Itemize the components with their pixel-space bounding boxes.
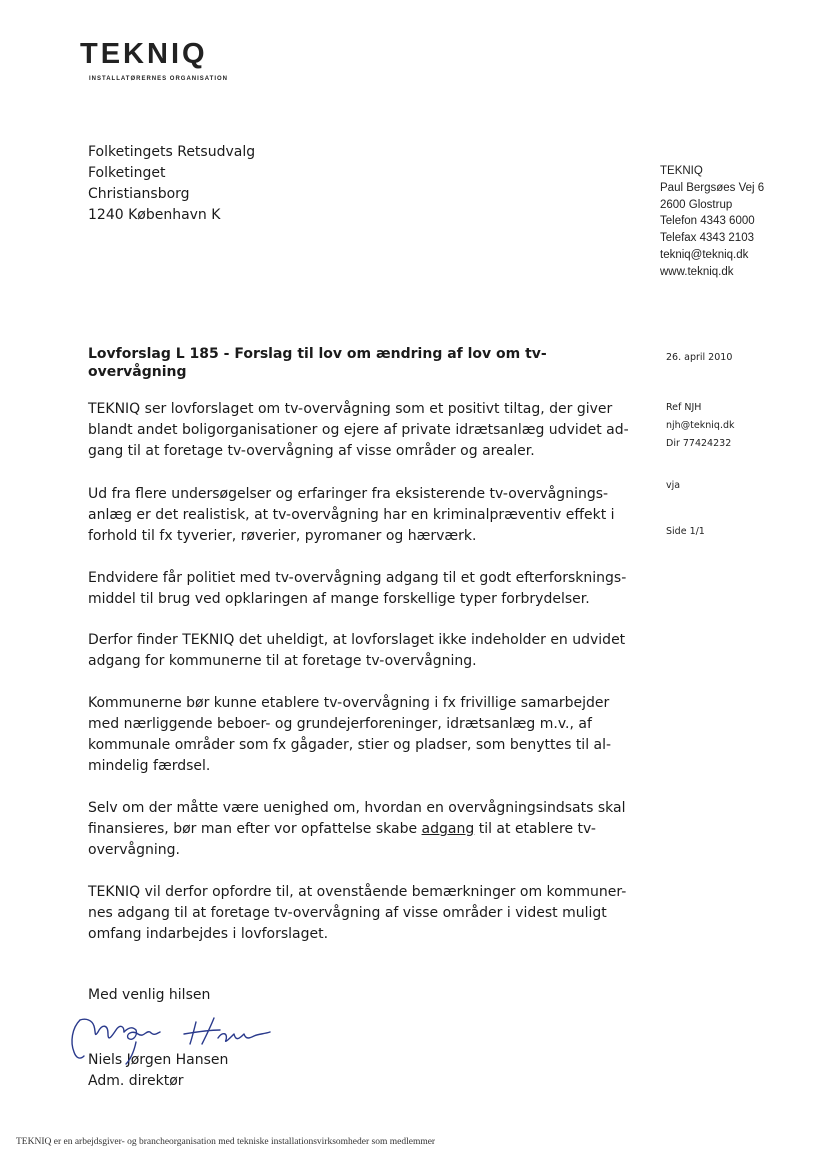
closing-salutation: Med venlig hilsen <box>88 987 211 1003</box>
body-line: mindelig færdsel. <box>88 758 211 774</box>
body-line: TEKNIQ ser lovforslaget om tv-overvågning som et positivt tiltag, der giver <box>88 401 613 417</box>
body-paragraph-5 <box>88 693 648 777</box>
sender-line: Telefon 4343 6000 <box>660 215 755 228</box>
body-paragraph-3 <box>88 568 648 610</box>
body-paragraph-7 <box>88 882 648 945</box>
recipient-address <box>88 142 255 226</box>
sender-line: TEKNIQ <box>660 165 703 177</box>
body-paragraph-2 <box>88 484 648 547</box>
body-line <box>88 819 648 840</box>
logo-tagline: INSTALLATØRERNES ORGANISATION <box>89 76 228 82</box>
page-number: Side 1/1 <box>666 526 705 537</box>
sender-line: Paul Bergsøes Vej 6 <box>660 181 765 194</box>
body-line: omfang indarbejdes i lovforslaget. <box>88 926 329 942</box>
sender-address <box>660 163 764 281</box>
recipient-line: Folketinget <box>88 165 166 181</box>
body-line: blandt andet boligorganisationer og ejere af private idrætsanlæg udvidet ad- <box>88 422 629 438</box>
recipient-line: Christiansborg <box>88 186 190 202</box>
underlined-word: adgang <box>421 821 475 837</box>
letter-subject: Lovforslag L 185 - Forslag til lov om ændring af lov om tv-overvågning <box>88 346 547 380</box>
body-line: Kommunerne bør kunne etablere tv-overvågning i fx frivillige samarbejder <box>88 695 610 711</box>
recipient-line: Folketingets Retsudvalg <box>88 144 256 160</box>
reference: Ref NJH <box>666 402 702 413</box>
body-line: kommunale områder som fx gågader, stier og pladser, som benyttes til al- <box>88 737 612 753</box>
body-line: TEKNIQ vil derfor opfordre til, at ovenstående bemærkninger om kommuner- <box>88 884 627 900</box>
reference-direct-phone: Dir 77424232 <box>666 438 732 449</box>
body-text: til at etablere tv- <box>474 821 596 837</box>
body-line: nes adgang til at foretage tv-overvågning af visse områder i videst muligt <box>88 905 607 921</box>
sender-website: www.tekniq.dk <box>660 265 734 278</box>
body-line: Ud fra flere undersøgelser og erfaringer fra eksisterende tv-overvågnings- <box>88 486 609 502</box>
body-paragraph-1 <box>88 399 648 462</box>
reference-email: njh@tekniq.dk <box>666 420 735 431</box>
body-line: anlæg er det realistisk, at tv-overvågning har en kriminalpræventiv effekt i <box>88 507 615 523</box>
body-line: Endvidere får politiet med tv-overvågning adgang til et godt efterforsknings- <box>88 570 627 586</box>
body-paragraph-4 <box>88 630 648 672</box>
logo-title: TEKNIQ <box>80 38 208 70</box>
typist-initials: vja <box>666 480 681 491</box>
sender-email: tekniq@tekniq.dk <box>660 248 749 261</box>
body-text: finansieres, bør man efter vor opfattelse skabe <box>88 821 422 837</box>
body-line: adgang for kommunerne til at foretage tv-overvågning. <box>88 653 477 669</box>
recipient-line: 1240 København K <box>88 207 221 223</box>
body-line: Derfor finder TEKNIQ det uheldigt, at lovforslaget ikke indeholder en udvidet <box>88 632 626 648</box>
body-line: overvågning. <box>88 842 180 858</box>
footer-text: TEKNIQ er en arbejdsgiver- og brancheorganisation med tekniske installationsvirksomheder som medlemmer <box>16 1137 436 1147</box>
body-line: gang til at foretage tv-overvågning af visse områder og arealer. <box>88 443 535 459</box>
sender-line: Telefax 4343 2103 <box>660 232 754 245</box>
handwritten-signature <box>66 1008 276 1072</box>
body-line: Selv om der måtte være uenighed om, hvordan en overvågningsindsats skal <box>88 800 626 816</box>
body-line: forhold til fx tyverier, røverier, pyromaner og hærværk. <box>88 528 477 544</box>
reference-block <box>666 399 735 453</box>
letter-date: 26. april 2010 <box>666 352 733 363</box>
sender-line: 2600 Glostrup <box>660 198 733 211</box>
body-line: med nærliggende beboer- og grundejerforeninger, idrætsanlæg m.v., af <box>88 716 592 732</box>
signer-name: Niels Jørgen Hansen <box>88 1052 229 1068</box>
body-paragraph-6 <box>88 798 648 861</box>
signer-title: Adm. direktør <box>88 1073 184 1089</box>
body-line: middel til brug ved opklaringen af mange forskellige typer forbrydelser. <box>88 591 590 607</box>
